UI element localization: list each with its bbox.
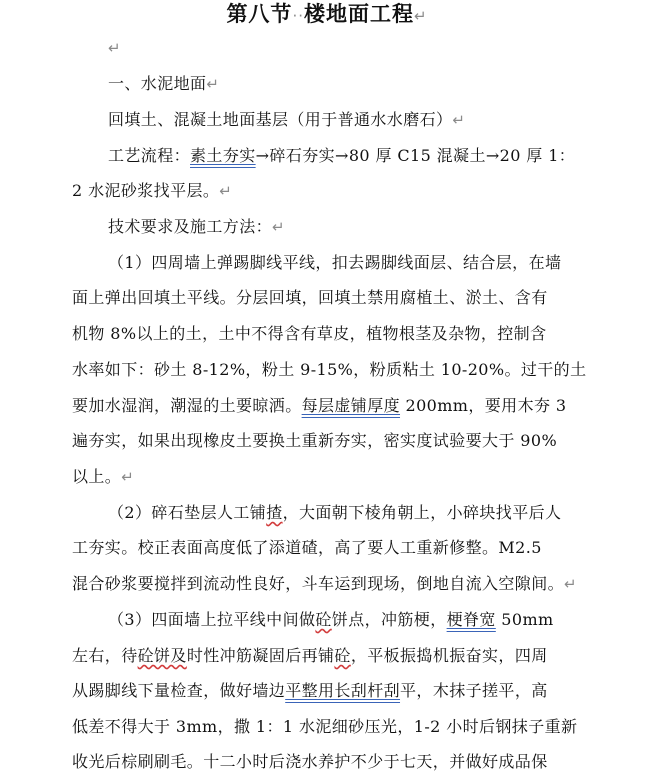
p3-line: 收光后棕刷刷毛。十二小时后浇水养护不少于七天，并做好成品保 — [72, 752, 548, 771]
p2-line: 工夯实。校正表面高度低了添道碴，高了要人工重新修整。M2.5 — [72, 538, 542, 557]
tech-heading: 技术要求及施工方法：↵ — [108, 217, 285, 236]
spelling-underline-text[interactable]: 揸 — [266, 503, 283, 522]
grammar-underline-text[interactable]: 每层虚铺厚度 — [301, 396, 401, 415]
empty-paragraph — [108, 37, 121, 59]
paragraph-mark-icon: ↵ — [108, 39, 121, 57]
process-line-2: 2 水泥砂浆找平层。↵ — [72, 181, 233, 200]
title-part2: 楼地面工程 — [303, 2, 414, 26]
paragraph-mark-icon: ↵ — [219, 182, 233, 200]
p3-line: 左右，待砼饼及时性冲筋凝固后再铺砼，平板振捣机振奋实，四周 — [72, 646, 548, 665]
p1-line: 水率如下：砂土 8-12%，粉土 9-15%，粉质粘土 10-20%。过干的土 — [72, 360, 587, 379]
process-line-1: 工艺流程：素土夯实→碎石夯实→80 厚 C15 混凝土→20 厚 1： — [108, 146, 576, 165]
paragraph-mark-icon: ↵ — [452, 111, 466, 129]
paragraph-mark-icon: ↵ — [272, 218, 285, 236]
p1-line: 机物 8%以上的土，土中不得含有草皮，植物根茎及杂物，控制含 — [72, 324, 547, 343]
p2-line: （2）碎石垫层人工铺揸，大面朝下棱角朝上，小碎块找平后人 — [108, 503, 562, 522]
p2-line: 混合砂浆要搅拌到流动性良好，斗车运到现场，倒地自流入空隙间。↵ — [72, 574, 577, 593]
title-dots: ·· — [292, 7, 304, 25]
p1-line: 面上弹出回填土平线。分层回填，回填土禁用腐植土、淤土、含有 — [72, 288, 548, 307]
section-title — [0, 0, 654, 30]
spelling-underline-text[interactable]: 砼 — [334, 646, 351, 665]
grammar-underline-text[interactable]: 梗脊宽 — [446, 610, 496, 629]
p1-line: 遍夯实，如果出现橡皮土要换土重新夯实，密实度试验要大于 90% — [72, 431, 558, 450]
paragraph-mark-icon: ↵ — [206, 75, 220, 93]
paragraph-mark-icon: ↵ — [121, 468, 135, 486]
p1-line: （1）四周墙上弹踢脚线平线，扣去踢脚线面层、结合层，在墙 — [108, 253, 562, 272]
spelling-underline-text[interactable]: 砼饼及 — [137, 646, 187, 665]
p3-line: 从踢脚线下量检查，做好墙边平整用长刮杆刮平，木抹子搓平，高 — [72, 681, 548, 700]
grammar-underline-text[interactable]: 平整用长刮杆刮 — [285, 681, 401, 700]
paragraph-mark-icon: ↵ — [413, 7, 428, 25]
p3-line: （3）四面墙上拉平线中间做砼饼点，冲筋梗，梗脊宽 50mm — [108, 610, 554, 629]
paragraph-mark-icon: ↵ — [564, 575, 577, 593]
spelling-underline-text[interactable]: 砼 — [315, 610, 332, 629]
p3-line: 低差不得大于 3mm，撒 1：1 水泥细砂压光，1-2 小时后钢抹子重新 — [72, 717, 578, 736]
section-heading: 一、水泥地面↵ — [108, 74, 220, 93]
p1-line: 要加水湿润，潮湿的土要晾洒。每层虚铺厚度 200mm，要用木夯 3 — [72, 396, 567, 415]
p1-line: 以上。↵ — [72, 467, 135, 486]
grammar-underline-text[interactable]: 素土夯实 — [190, 146, 256, 165]
title-part1: 第八节 — [226, 2, 293, 26]
sub-heading: 回填土、混凝土地面基层（用于普通水水磨石）↵ — [108, 110, 466, 129]
